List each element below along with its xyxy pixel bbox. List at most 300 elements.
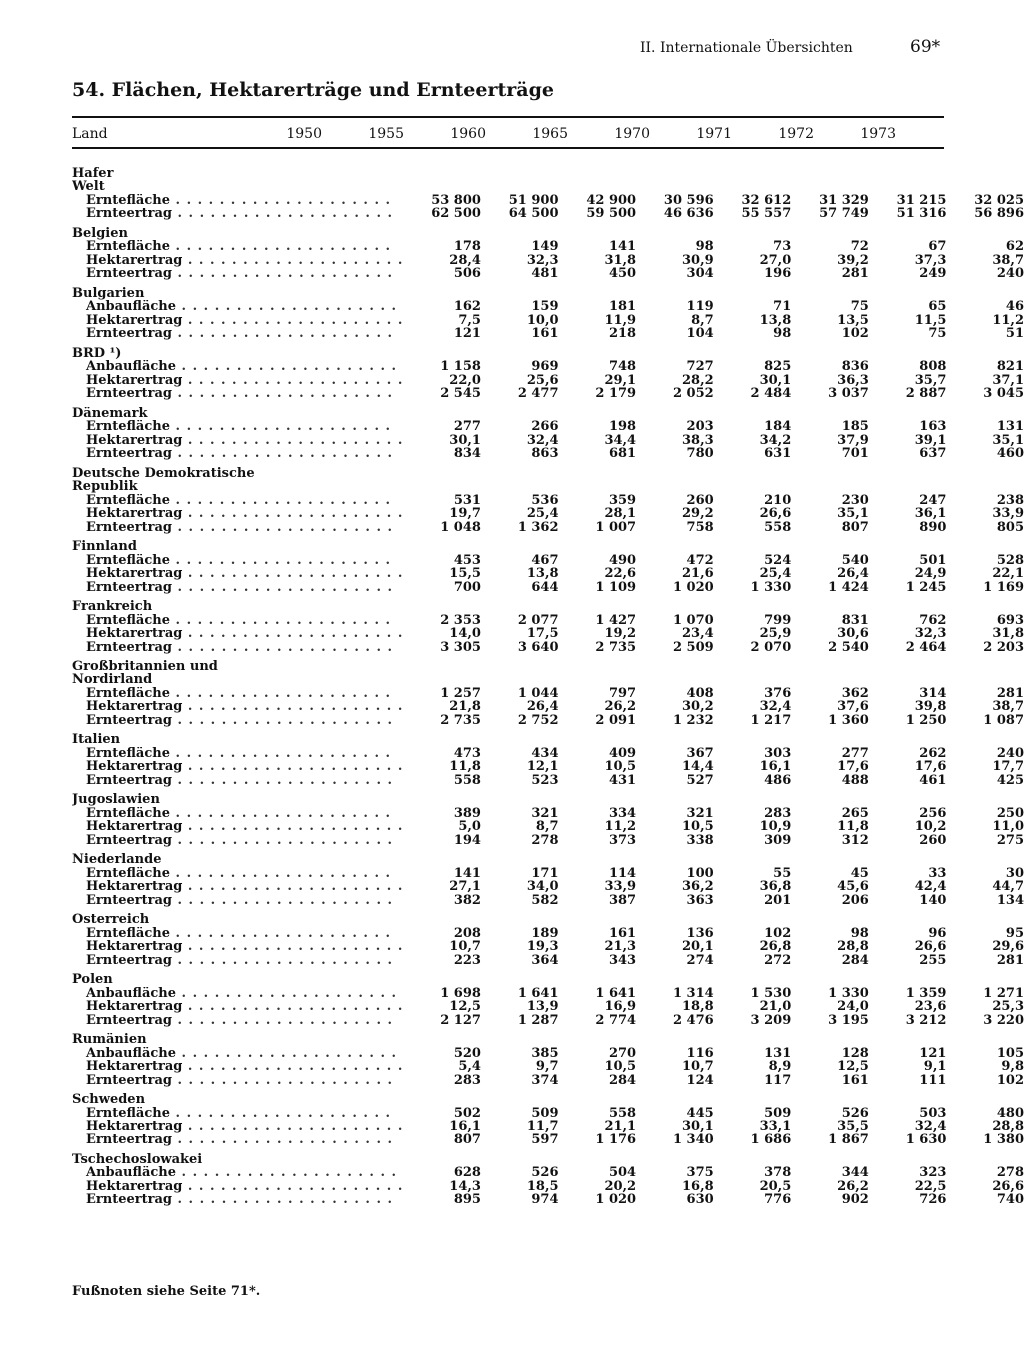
value-cell: 1 630 [905,1132,947,1148]
row-label-cell [72,700,403,713]
table-row [72,1060,1024,1073]
table-row [72,687,1024,700]
empty-cell [869,167,947,180]
leader-dots: . . . . . . . . . . . . . . . . . . . . [170,1106,392,1120]
row-label: Ernteertrag [86,1133,172,1147]
country-name: Frankreich [72,600,153,614]
value-cell: 1 020 [595,1192,637,1208]
value-cell: 1 686 [750,1132,792,1148]
country-name-row [72,227,1024,240]
empty-cell [946,287,1024,300]
row-label-cell [72,420,403,433]
empty-cell [869,660,947,673]
country-name-row [72,973,1024,986]
empty-cell [946,1033,1024,1046]
value-cell: 343 [608,952,637,968]
row-label-cell [72,1047,403,1060]
value-cell: 2 353 [440,612,481,628]
header-rule [72,147,944,149]
value-cell: 27,1 [449,879,481,895]
value-cell: 19,7 [449,506,481,522]
leader-dots: . . . . . . . . . . . . . . . . . . . . [170,420,392,434]
value-cell: 196 [764,266,792,282]
value-cell: 1 380 [983,1132,1024,1148]
empty-cell [481,227,559,240]
value-cell: 527 [686,772,714,788]
value-cell: 18,5 [526,1178,559,1194]
empty-cell [791,467,869,480]
row-label-cell [72,747,403,760]
empty-cell [559,673,637,686]
empty-cell [869,600,947,613]
empty-cell [869,793,947,806]
row-label-cell [72,820,403,833]
value-cell: 102 [764,925,792,941]
value-cell: 1 360 [828,712,869,728]
value-cell: 373 [608,832,637,848]
leader-dots: . . . . . . . . . . . . . . . . . . . . [182,313,404,328]
value-cell: 57 749 [819,206,869,222]
value-cell: 134 [996,892,1024,908]
row-label: Hektarertrag [86,820,183,834]
column-header-year: 1971 [696,126,732,142]
empty-cell [869,1153,947,1166]
empty-cell [869,673,947,686]
value-cell: 100 [686,865,714,881]
country-name: Finnland [72,540,137,554]
row-label-cell [72,300,403,313]
value-cell: 161 [608,925,637,941]
empty-cell [636,853,714,866]
value-cell: 29,6 [992,939,1024,955]
value-cell: 39,1 [914,432,947,448]
empty-cell [946,660,1024,673]
empty-cell [714,287,792,300]
table-row [72,240,1024,253]
row-label-cell [72,880,403,893]
table-row [72,521,1024,534]
empty-cell [481,1033,559,1046]
value-cell: 969 [531,359,559,375]
row-label: Erntefläche [86,1106,170,1120]
value-cell: 17,5 [526,626,559,642]
value-cell: 272 [764,952,792,968]
value-cell: 1 867 [828,1132,869,1148]
value-cell: 111 [919,1072,947,1088]
empty-cell [481,180,559,193]
value-cell: 821 [996,359,1024,375]
value-cell: 799 [764,612,792,628]
value-cell: 11,7 [526,1119,559,1134]
table-row [72,374,1024,387]
empty-cell [714,913,792,926]
value-cell: 119 [686,299,714,315]
value-cell: 240 [996,745,1024,761]
empty-cell [559,853,637,866]
value-cell: 240 [996,266,1024,282]
value-cell: 2 127 [440,1012,481,1028]
value-cell: 472 [686,552,714,568]
row-label: Hektarertrag [86,1060,183,1074]
empty-cell [403,733,481,746]
value-cell: 431 [608,772,637,788]
empty-cell [636,973,714,986]
value-cell: 32,4 [759,699,792,715]
value-cell: 15,5 [449,566,481,582]
empty-cell [559,1153,637,1166]
value-cell: 38,3 [682,432,714,448]
value-cell: 249 [919,266,947,282]
value-cell: 375 [686,1165,714,1181]
empty-cell [714,227,792,240]
value-cell: 23,6 [914,999,947,1015]
value-cell: 488 [841,772,869,788]
empty-cell [636,660,714,673]
value-cell: 32 025 [974,192,1024,208]
value-cell: 178 [453,239,481,255]
row-label: Hektarertrag [86,313,183,328]
value-cell: 37,6 [837,699,869,715]
value-cell: 536 [531,492,559,508]
table-row [72,254,1024,267]
empty-cell [636,407,714,420]
value-cell: 8,7 [535,819,559,835]
value-cell: 362 [841,685,869,701]
value-cell: 9,1 [923,1059,947,1075]
value-cell: 14,3 [449,1178,481,1194]
value-cell: 30,6 [837,626,869,642]
value-cell: 12,1 [526,759,559,775]
value-cell: 2 070 [750,639,792,655]
leader-dots: . . . . . . . . . . . . . . . . . . . . [176,986,398,1001]
column-header-year: 1950 [286,126,322,142]
empty-cell [714,1153,792,1166]
leader-dots: . . . . . . . . . . . . . . . . . . . . [171,327,394,341]
value-cell: 9,8 [1001,1059,1024,1075]
value-cell: 28,8 [992,1119,1024,1134]
value-cell: 14,0 [449,626,481,642]
value-cell: 33,9 [604,879,637,895]
value-cell: 30 596 [663,192,714,208]
empty-cell [714,467,792,480]
column-header-year: 1973 [860,126,896,142]
value-cell: 1 217 [750,712,792,728]
country-name-row [72,913,1024,926]
value-cell: 17,6 [914,759,947,775]
leader-dots: . . . . . . . . . . . . . . . . . . . . [171,773,394,788]
empty-cell [714,480,792,493]
value-cell: 51 900 [508,192,559,208]
row-label: Hektarertrag [86,700,183,714]
country-name: Jugoslawien [72,793,160,807]
empty-cell [714,180,792,193]
empty-cell [946,1153,1024,1166]
value-cell: 13,8 [759,312,792,328]
value-cell: 2 077 [517,612,559,628]
value-cell: 185 [841,419,869,435]
empty-cell [481,973,559,986]
value-cell: 33 [928,865,947,881]
row-label: Erntefläche [86,493,170,508]
value-cell: 141 [453,865,481,881]
value-cell: 59 500 [586,206,637,222]
value-cell: 31,8 [604,252,637,268]
leader-dots: . . . . . . . . . . . . . . . . . . . . [182,627,404,641]
empty-cell [403,600,481,613]
table-row [72,567,1024,580]
value-cell: 503 [919,1105,947,1121]
leader-dots: . . . . . . . . . . . . . . . . . . . . [170,866,392,881]
value-cell: 895 [453,1192,481,1208]
value-cell: 10,5 [604,759,637,775]
data-table-body [72,167,1024,1207]
value-cell: 262 [919,745,947,761]
empty-cell [791,167,869,180]
table-row [72,927,1024,940]
empty-cell [946,180,1024,193]
value-cell: 8,9 [768,1059,792,1075]
country-name: Schweden [72,1093,146,1107]
value-cell: 75 [850,299,869,315]
row-label-cell [72,194,403,207]
country-name: Polen [72,973,113,987]
value-cell: 22,6 [604,566,637,582]
value-cell: 528 [996,552,1024,568]
empty-cell [559,660,637,673]
leader-dots: . . . . . . . . . . . . . . . . . . . . [170,493,392,508]
value-cell: 374 [531,1072,559,1088]
empty-cell [403,1153,481,1166]
value-cell: 434 [531,745,559,761]
leader-dots: . . . . . . . . . . . . . . . . . . . . [176,1046,398,1061]
value-cell: 376 [764,685,792,701]
value-cell: 321 [686,805,714,821]
top-rule [72,116,944,118]
value-cell: 11,2 [604,819,637,835]
empty-cell [559,540,637,553]
empty-cell [791,540,869,553]
empty-cell [714,167,792,180]
value-cell: 208 [453,925,481,941]
empty-cell [403,407,481,420]
value-cell: 304 [686,266,714,282]
country-name-row [72,793,1024,806]
column-header-year: 1965 [532,126,568,142]
value-cell: 762 [919,612,947,628]
empty-cell [403,227,481,240]
row-label: Hektarertrag [86,253,183,268]
leader-dots: . . . . . . . . . . . . . . . . . . . . [171,520,394,535]
value-cell: 974 [531,1192,559,1208]
table-row [72,1047,1024,1060]
value-cell: 283 [453,1072,481,1088]
row-label-cell [72,387,403,400]
empty-cell [559,1093,637,1106]
row-label: Hektarertrag [86,1000,183,1014]
value-cell: 3 045 [983,386,1024,402]
table-row [72,987,1024,1000]
value-cell: 21,6 [682,566,714,582]
table-row [72,1166,1024,1179]
value-cell: 323 [919,1165,947,1181]
value-cell: 303 [764,745,792,761]
empty-cell [559,973,637,986]
empty-cell [791,180,869,193]
value-cell: 30,2 [682,699,714,715]
value-cell: 270 [608,1045,637,1061]
empty-cell [481,733,559,746]
row-label: Erntefläche [86,806,170,821]
value-cell: 3 209 [750,1012,792,1028]
value-cell: 42 900 [586,192,637,208]
row-label-cell [72,614,403,627]
table-row [72,581,1024,594]
empty-cell [869,287,947,300]
table-row [72,267,1024,280]
value-cell: 31 329 [819,192,869,208]
country-name: Tschechoslowakei [72,1152,203,1167]
value-cell: 26,4 [837,566,869,582]
table-row [72,1193,1024,1206]
value-cell: 382 [453,892,481,908]
value-cell: 283 [764,805,792,821]
value-cell: 121 [919,1045,947,1061]
value-cell: 748 [608,359,637,375]
row-label: Ernteertrag [86,773,172,788]
empty-cell [714,660,792,673]
value-cell: 836 [841,359,869,375]
empty-cell [946,600,1024,613]
table-row [72,1107,1024,1120]
value-cell: 104 [686,326,714,342]
empty-cell [636,1093,714,1106]
value-cell: 281 [996,685,1024,701]
empty-cell [403,480,481,493]
value-cell: 13,5 [837,312,869,328]
value-cell: 531 [453,492,481,508]
value-cell: 2 477 [517,386,559,402]
value-cell: 480 [996,1105,1024,1121]
table-row [72,627,1024,640]
leader-dots: . . . . . . . . . . . . . . . . . . . . [171,1193,394,1207]
leader-dots: . . . . . . . . . . . . . . . . . . . . [171,1073,394,1088]
row-label-cell [72,987,403,1000]
table-row [72,494,1024,507]
country-name: Republik [72,480,138,494]
value-cell: 1 287 [517,1012,559,1028]
value-cell: 30,9 [682,252,714,268]
empty-cell [714,540,792,553]
country-name: Rumänien [72,1033,147,1047]
footnote: Fußnoten siehe Seite 71*. [72,1284,261,1299]
value-cell: 114 [608,865,637,881]
value-cell: 38,7 [992,699,1024,715]
empty-cell [481,540,559,553]
value-cell: 693 [996,612,1024,628]
value-cell: 117 [764,1072,792,1088]
value-cell: 210 [764,492,792,508]
table-row [72,1074,1024,1087]
empty-cell [403,913,481,926]
row-label: Hektarertrag [86,567,183,581]
row-label-cell [72,494,403,507]
leader-dots: . . . . . . . . . . . . . . . . . . . . [182,1060,404,1074]
row-label-cell [72,314,403,327]
value-cell: 32,4 [526,432,559,448]
row-label-cell [72,1180,403,1193]
value-cell: 277 [841,745,869,761]
value-cell: 9,7 [535,1059,559,1075]
value-cell: 12,5 [837,1059,869,1075]
value-cell: 149 [531,239,559,255]
empty-cell [403,347,481,360]
empty-cell [636,167,714,180]
value-cell: 628 [453,1165,481,1181]
value-cell: 2 464 [905,639,947,655]
empty-cell [481,660,559,673]
value-cell: 1 424 [828,579,869,595]
empty-cell [636,673,714,686]
row-label-cell [72,554,403,567]
value-cell: 321 [531,805,559,821]
empty-cell [869,1093,947,1106]
value-cell: 161 [841,1072,869,1088]
value-cell: 30,1 [682,1119,714,1134]
table-row [72,880,1024,893]
empty-cell [791,853,869,866]
empty-cell [481,913,559,926]
value-cell: 17,7 [992,759,1024,775]
value-cell: 2 774 [595,1012,637,1028]
empty-cell [481,793,559,806]
row-label: Erntefläche [86,686,170,701]
value-cell: 131 [764,1045,792,1061]
value-cell: 39,8 [914,699,947,715]
value-cell: 637 [919,446,947,462]
row-label-cell [72,760,403,773]
empty-cell [869,227,947,240]
value-cell: 10,5 [682,819,714,835]
row-label-cell [72,1074,403,1087]
value-cell: 75 [928,326,947,342]
table-row [72,1133,1024,1146]
value-cell: 10,5 [604,1059,637,1075]
value-cell: 56 896 [974,206,1024,222]
country-name: Niederlande [72,853,162,867]
empty-cell [559,480,637,493]
row-label-cell [72,254,403,267]
value-cell: 3 220 [983,1012,1024,1028]
country-name: Dänemark [72,406,148,421]
value-cell: 1 048 [440,519,481,535]
value-cell: 2 091 [595,712,637,728]
empty-cell [869,973,947,986]
value-cell: 131 [996,419,1024,435]
empty-cell [636,467,714,480]
value-cell: 461 [919,772,947,788]
row-label: Anbaufläche [86,986,177,1001]
value-cell: 29,2 [682,506,714,522]
row-label: Anbaufläche [86,1166,177,1180]
value-cell: 1 250 [905,712,947,728]
empty-cell [791,407,869,420]
value-cell: 2 484 [750,386,792,402]
row-label-cell [72,207,403,220]
country-name-row [72,540,1024,553]
table-title: 54. Flächen, Hektarerträge und Ernteerträge [72,79,554,101]
empty-cell [403,1033,481,1046]
country-name-row [72,1033,1024,1046]
